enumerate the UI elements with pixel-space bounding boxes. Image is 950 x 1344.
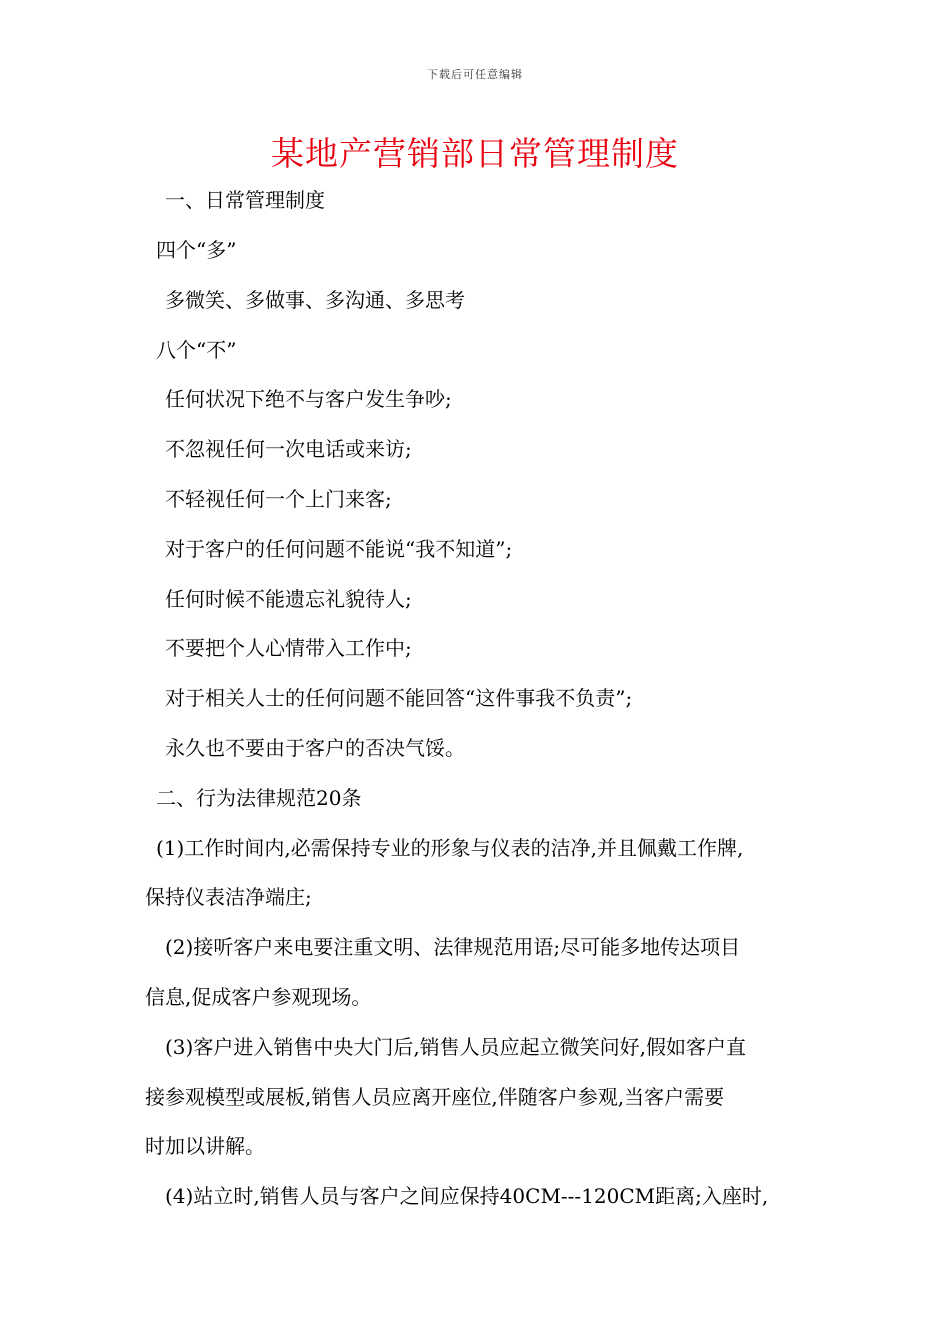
rule-3-continuation: 时加以讲解。 (145, 1134, 265, 1158)
eight-not-item: 任何时候不能遗忘礼貌待人; (165, 587, 412, 611)
eight-not-label: 八个“不” (156, 338, 237, 362)
eight-not-item: 不要把个人心情带入工作中; (165, 636, 412, 660)
four-more-label: 四个“多” (156, 238, 237, 262)
rule-2-continuation: 信息,促成客户参观现场。 (145, 985, 372, 1009)
document-title: 某地产营销部日常管理制度 (271, 134, 679, 173)
rule-2-first-line: (2)接听客户来电要注重文明、法律规范用语;尽可能多地传达项目 (165, 935, 741, 959)
rule-4-first-line: (4)站立时,销售人员与客户之间应保持40CM---120CM距离;入座时, (165, 1184, 769, 1208)
eight-not-item: 永久也不要由于客户的否决气馁。 (165, 736, 465, 760)
eight-not-item: 任何状况下绝不与客户发生争吵; (165, 387, 452, 411)
rule-1-continuation: 保持仪表洁净端庄; (145, 885, 312, 909)
four-more-items: 多微笑、多做事、多沟通、多思考 (165, 288, 465, 312)
eight-not-item: 不忽视任何一次电话或来访; (165, 437, 412, 461)
eight-not-item: 对于客户的任何问题不能说“我不知道”; (165, 537, 513, 561)
eight-not-item: 不轻视任何一个上门来客; (165, 487, 392, 511)
section-2-heading: 二、行为法律规范20条 (156, 786, 362, 810)
rule-3-continuation: 接参观模型或展板,销售人员应离开座位,伴随客户参观,当客户需要 (145, 1085, 725, 1109)
rule-3-first-line: (3)客户进入销售中央大门后,销售人员应起立微笑问好,假如客户直 (165, 1035, 747, 1059)
rule-1-first-line: (1)工作时间内,必需保持专业的形象与仪表的洁净,并且佩戴工作牌, (156, 836, 744, 860)
section-1-heading: 一、日常管理制度 (165, 188, 325, 212)
header-note: 下载后可任意编辑 (427, 68, 523, 81)
eight-not-item: 对于相关人士的任何问题不能回答“这件事我不负责”; (165, 686, 633, 710)
